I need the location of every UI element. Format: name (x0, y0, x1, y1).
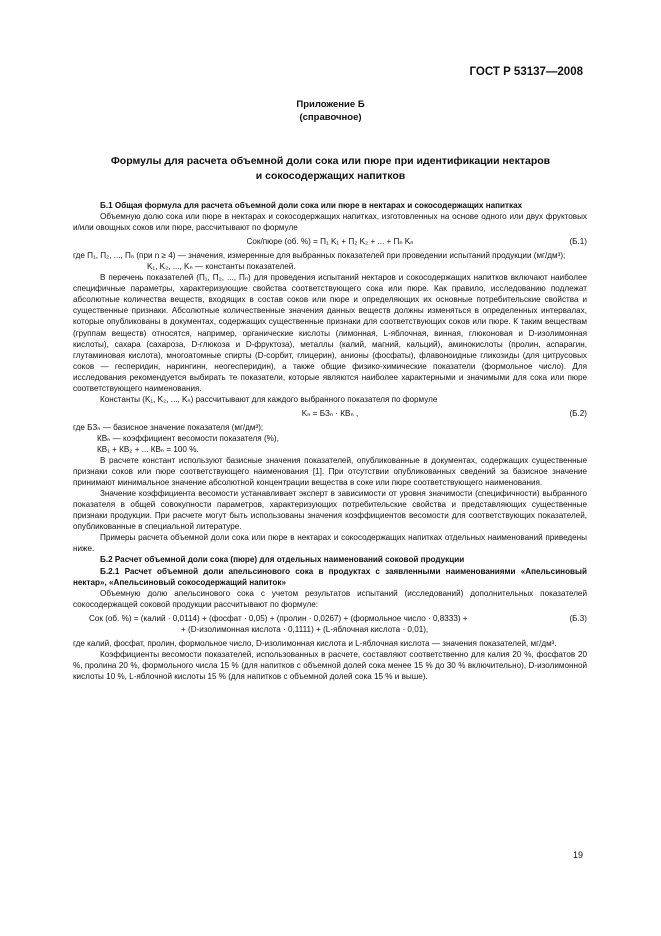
formula-b2-number: (Б.2) (569, 408, 587, 418)
formula-legend: КВ₁ + КВ₂ + ... КВₙ = 100 %. (97, 444, 199, 454)
section-b2-heading: Б.2 Расчет объемной доли сока (пюре) для отдельных наименований соковой продукции (100, 555, 465, 565)
paragraph: Объемную долю сока или пюре в нектарах и сокосодержащих напитках, изготовленных на основе одного или двух фруктовых и/или овощных соков или пюре, рассчитывают по формуле (73, 212, 587, 233)
formula-b1-number: (Б.1) (569, 237, 587, 247)
formula-b1-expression: Сок/пюре (об. %) = П₁ K₁ + П₂ K₂ + ... + Пₙ Kₙ (246, 237, 414, 247)
formula-legend: K₁, K₂, ..., Kₙ — константы показателей. (147, 262, 296, 272)
section-b1-heading: Б.1 Общая формула для расчета объемной доли сока или пюре в нектарах и сокосодержащих напитках (100, 201, 523, 210)
formula-legend: где БЗₙ — базисное значение показателя (мг/дм³); (73, 422, 264, 432)
formula-legend: КВₙ — коэффициент весомости показателя (%), (97, 433, 279, 443)
document-title-line-2: и сокосодержащих напитков (255, 170, 406, 182)
appendix-heading (0, 98, 661, 124)
document-body (73, 200, 587, 682)
appendix-subtitle: (справочное) (299, 112, 362, 123)
paragraph: Коэффициенты весомости показателей, использованных в расчете, составляют соответственно для калия 20 %, фосфатов 20 %, пролина 20 %, формольного числа 15 % (для напитков с объемной долей сока менее 15 % до 30 % включительно), D-изолимонной кислоты 10 %, L-яблочной кислоты 15 % (для напитков с объемной долей сока 15 % и выше). (73, 649, 587, 681)
document-title-line-1: Формулы для расчета объемной доли сока или пюре при идентификации нектаров (110, 155, 551, 167)
formula-legend: где П₁, П₂, ..., Пₙ (при n ≥ 4) — значения, измеренные для выбранных показателей при проведении испытаний продукции (мг/дм³); (73, 251, 566, 261)
formula-b3-expression (89, 613, 468, 635)
formula-b2 (73, 408, 587, 419)
paragraph: В перечень показателей (П₁, П₂, ..., Пₙ) для проведения испытаний нектаров и сокосодержащих напитков включают наиболее специфичные параметры, характеризующие свойства соответствующего сока или пюре. Как правило, исследованию подлежат абсолютные количества веществ, входящих в состав соков или пюре и определяющих их основные потребительские свойства и существенные признаки. Абсолютные количественные значения данных веществ должны изменяться в определенных интервалах, которые опубликованы в документах, содержащих существенные признаки для соответствующих соков или пюре. К таким веществам (группам веществ) относятся, например, органические кислоты (лимонная, L-яблочная, винная, глюконовая и D-изолимонная кислоты), сахара (сахароза, D-глюкоза и D-фруктоза), металлы (калий, магний, кальций), аминокислоты (пролин, аспарагин, глутаминовая кислота), многоатомные спирты (D-сорбит, глицерин), анионы (фосфаты), флавоноидные гликозиды (для цитрусовых соков — гесперидин, нарингинн, неогесперидин), а также общие физико-химические показатели (формольное число). Для исследования рекомендуется выбирать те показатели, которые являются наиболее характерными и значимыми для сока или пюре соответствующего наименования. (73, 273, 587, 393)
page-number: 19 (572, 850, 583, 860)
paragraph: Константы (K₁, K₂, ..., Kₙ) рассчитывают для каждого выбранного показателя по формуле (100, 394, 438, 404)
paragraph: В расчете констант используют базисные значения показателей, опубликованные в документах, содержащих существенные признаки соков или пюре соответствующего наименования [1]. При отсутствии опубликованных сведений за базисное значение принимают минимальное значение абсолютной концентрации вещества в соке или пюре соответствующего наименования. (73, 456, 587, 488)
standard-code: ГОСТ Р 53137—2008 (469, 66, 583, 78)
formula-b3-number: (Б.3) (569, 613, 587, 623)
paragraph: Значение коэффициента весомости устанавливает эксперт в зависимости от уровня значимости (специфичности) выбранного показателя в общей совокупности параметров, характеризующих потребительские свойства и представляющих существенные признаки продукции. При расчете могут быть использованы значения коэффициентов весомости для соответствующих показателей, опубликованные в специальной литературе. (73, 489, 587, 532)
paragraph: Примеры расчета объемной доли сока или пюре в нектарах и сокосодержащих напитках отдельных наименований приведены ниже. (73, 533, 587, 554)
section-b21-heading: Б.2.1 Расчет объемной доли апельсинового сока в продуктах с заявленными наименованиями «Апельсиновый нектар», «Апельсиновый сокосодержащий напиток» (73, 566, 587, 587)
formula-b2-expression: Kₙ = БЗₙ · КВₙ , (301, 408, 359, 418)
appendix-title: Приложение Б (296, 99, 365, 110)
formula-b1 (73, 236, 587, 247)
formula-b3-line-1: Сок (об. %) = (калий · 0,0114) + (фосфат · 0,05) + (пролин · 0,0267) + (формольное число · 0,8333) + (89, 613, 468, 623)
paragraph: Объемную долю апельсинового сока с учетом результатов испытаний (исследований) дополнительных показателей сокосодержащей соковой продукции рассчитывают по формуле: (73, 588, 587, 609)
formula-b3-line-2: + (D-изолимонная кислота · 0,1111) + (L-яблочная кислота · 0,01), (181, 624, 429, 634)
document-title (0, 154, 661, 184)
formula-legend: где калий, фосфат, пролин, формольное число, D-изолимонная кислота и L-яблочная кислота — значения показателей, мг/дм³. (73, 638, 557, 648)
formula-b3 (89, 613, 587, 635)
